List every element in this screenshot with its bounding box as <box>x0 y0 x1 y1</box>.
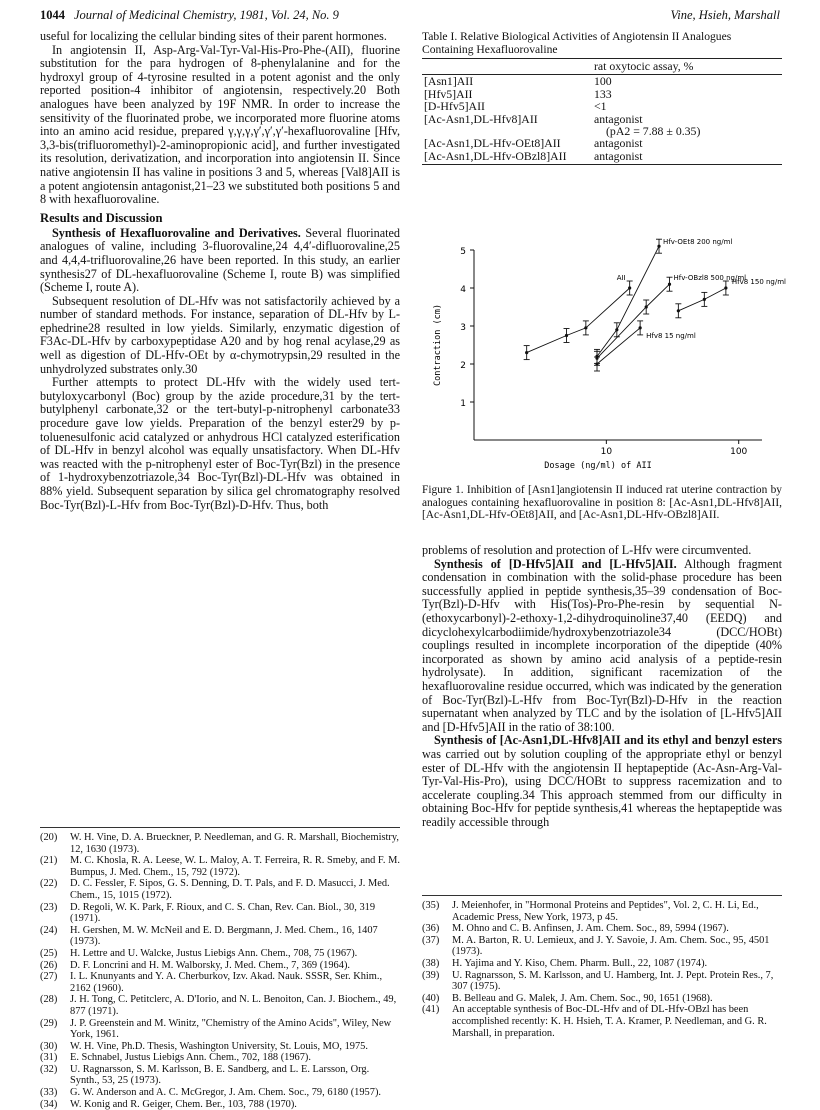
reference-text: E. Schnabel, Justus Liebigs Ann. Chem., 702, 188 (1967). <box>70 1052 311 1064</box>
reference-item <box>422 970 782 993</box>
reference-item <box>40 1064 400 1087</box>
reference-item <box>422 993 782 1005</box>
reference-text: I. L. Knunyants and Y. A. Cherburkov, Izv. Akad. Nauk. SSSR, Ser. Khim., 2162 (1960). <box>70 971 383 994</box>
reference-item <box>40 855 400 878</box>
y-tick-label: 2 <box>460 361 466 371</box>
reference-number: (32) <box>40 1063 58 1075</box>
paragraph <box>422 558 782 735</box>
reference-item <box>40 960 400 972</box>
table-row <box>422 150 782 165</box>
reference-text: G. W. Anderson and A. C. McGregor, J. Am. Chem. Soc., 79, 6180 (1957). <box>70 1087 381 1099</box>
reference-number: (23) <box>40 901 58 913</box>
reference-item <box>40 1018 400 1041</box>
reference-number: (29) <box>40 1017 58 1029</box>
analogue-name: [D-Hfv5]AII <box>424 99 485 114</box>
data-point <box>565 334 568 337</box>
table-row <box>422 75 782 88</box>
page-number: 1044 <box>40 8 65 22</box>
assay-value: (pA2 = 7.88 ± 0.35) <box>606 124 701 139</box>
reference-item <box>40 948 400 960</box>
reference-number: (25) <box>40 947 58 959</box>
table-block <box>422 30 782 165</box>
reference-text: H. Lettre and U. Walcke, Justus Liebigs Ann. Chem., 708, 75 (1967). <box>70 947 358 959</box>
reference-text: D. Regoli, W. K. Park, F. Rioux, and C. S. Chan, Rev. Can. Biol., 30, 319 (1971). <box>70 901 376 925</box>
series-label: Hfv8 15 ng/ml <box>646 331 696 340</box>
reference-item <box>40 925 400 948</box>
reference-number: (21) <box>40 855 58 867</box>
figure-caption: Figure 1. Inhibition of [Asn1]angiotensin II induced rat uterine contraction by analogues containing hexafluorovaline in position 8: [Ac-Asn1,DL-Hfv8]AII, [Ac-Asn1,DL-Hfv-OEt8]AII, and [Ac-Asn1,DL-Hfv-OBzl8]AII. <box>422 484 782 522</box>
table-body <box>422 75 782 165</box>
reference-text: D. F. Loncrini and H. M. Walborsky, J. Med. Chem., 7, 369 (1964). <box>70 959 351 971</box>
series-label: AII <box>616 274 626 282</box>
reference-number: (39) <box>422 969 440 981</box>
subsection-heading: Synthesis of [Ac-Asn1,DL-Hfv8]AII and its ethyl and benzyl esters <box>434 733 782 748</box>
table-header-empty <box>422 59 592 75</box>
reference-text: W. Konig and R. Geiger, Chem. Ber., 103, 788 (1970). <box>70 1098 297 1110</box>
reference-number: (35) <box>422 900 440 911</box>
data-point <box>584 326 587 329</box>
paragraph: problems of resolution and protection of L-Hfv were circumvented. <box>422 543 752 557</box>
reference-text: U. Ragnarsson, S. M. Karlsson, and U. Hamberg, Int. J. Pept. Protein Res., 7, 307 (1975). <box>452 969 774 993</box>
reference-text: J. H. Tong, C. Petitclerc, A. D'Iorio, and N. L. Benoiton, Can. J. Biochem., 49, 877 (1971). <box>70 994 397 1017</box>
reference-number: (40) <box>422 992 440 1004</box>
x-axis-label: Dosage (ng/ml) of AII <box>544 461 652 471</box>
right-column-text <box>422 544 782 829</box>
reference-text: M. C. Khosla, R. A. Leese, W. L. Maloy, A. T. Ferreira, R. R. Smeby, and F. M. Bumpus, J. Med. Chem., 15, 792 (1972). <box>70 855 400 878</box>
activity-table <box>422 58 782 165</box>
reference-text: H. Gershen, M. W. McNeil and E. D. Bergmann, J. Med. Chem., 16, 1407 (1973). <box>70 924 378 948</box>
table-row <box>422 137 782 149</box>
paragraph: In angiotensin II, Asp-Arg-Val-Tyr-Val-His-Pro-Phe-(AII), fluorine substitution for the para hydrogen of 8-phenylalanine and for the hydroxyl group of 4-tyrosine resulted in a potent agonist and the only reported position-4 inhibitor of angiotensin, respectively.20 Both analogues have been analyzed by 19F NMR. In order to increase the sensitivity of the fluorinated probe, we incorporated more fluorine atoms into an amino acid residue, prepared γ,γ,γ,γ′,γ′,γ′-hexafluorovaline [Hfv, 3,3-bis(trifluoromethyl)-2-aminopropionic acid], and further investigated its resolution, derivatization, and incorporation into angiotensin II. Since native angiotensin II has valine in positions 3 and 5, whereas [Val8]AII is a potent angiotensin antagonist,21–23 we substituted both positions 5 and 8 with hexafluorovaline. <box>40 42 400 207</box>
reference-item <box>40 832 400 855</box>
data-point <box>668 283 671 286</box>
table-column-header: rat oxytocic assay, % <box>592 59 782 75</box>
reference-item <box>422 923 782 935</box>
analogue-name: [Hfv5]AII <box>424 86 473 101</box>
reference-number: (31) <box>40 1052 58 1064</box>
paragraph: Further attempts to protect DL-Hfv with the widely used tert-butyloxycarbonyl (Boc) group by the azide procedure,31 by the tert-butylphenyl carbonate,32 or the tert-butyl-p-nitrophenyl carbonate33 procedure gave low yields. Preparation of the benzyl ester29 by p-toluenesulfonic acid catalyzed or anhydrous HCl catalyzed esterification of DL-Hfv in benzyl alcohol was equally unsatisfactory. When DL-Hfv was reacted with the p-nitrophenyl ester of Boc-Tyr(Bzl) in the presence of 1-hydroxybenzotriazole,34 Boc-Tyr(Bzl)-DL-Hfv was obtained in 88% yield. Subsequent separation by silica gel chromatography resolved Boc-Tyr(Bzl)-L-Hfv from Boc-Tyr(Bzl)-D-Hfv. Thus, both <box>40 375 400 512</box>
reference-text: B. Belleau and G. Malek, J. Am. Chem. Soc., 90, 1651 (1968). <box>452 992 713 1004</box>
data-point <box>595 362 598 365</box>
reference-number: (30) <box>40 1040 58 1052</box>
reference-number: (36) <box>422 923 440 935</box>
footnote-references-right <box>422 895 782 1039</box>
data-point <box>615 328 618 331</box>
table-row <box>422 100 782 112</box>
paragraph-text: was carried out by solution coupling of the appropriate ethyl or benzyl ester of DL-Hfv with the angiotensin II heptapeptide (Ac-Asn-Arg-Val-Tyr-Val-His-Pro), using DCC/HOBt to suppress racemization and to accelerate coupling.34 This approach stemmed from our difficulty in obtaining Boc-Hfv for peptide synthesis,41 whereas the heptapeptide was readily accessible through <box>422 746 782 829</box>
reference-number: (28) <box>40 994 58 1006</box>
data-point <box>639 326 642 329</box>
reference-text: U. Ragnarsson, S. M. Karlsson, B. E. Sandberg, and L. E. Larsson, Org. Synth., 53, 25 (1973). <box>70 1063 370 1087</box>
reference-item <box>40 1052 400 1064</box>
reference-item <box>40 994 400 1017</box>
data-point <box>628 286 631 289</box>
table-row <box>422 113 782 125</box>
reference-number: (37) <box>422 934 440 946</box>
assay-value: 133 <box>594 86 612 101</box>
table-header-row <box>422 59 782 75</box>
y-tick-label: 1 <box>460 399 466 409</box>
reference-number: (20) <box>40 832 58 843</box>
paragraph: useful for localizing the cellular binding sites of their parent hormones. <box>40 29 387 43</box>
reference-item <box>40 878 400 901</box>
paragraph-text: Several fluorinated analogues of valine, including 3-fluorovaline,24 4,4′-difluorovaline,25 and 4,4,4-trifluorovaline,26 have been reported. In this study, an earlier synthesis27 of DL-hexafluorovaline (Scheme I, route B) was simplified (Scheme I, route A). <box>40 225 400 295</box>
assay-value: 100 <box>594 74 612 89</box>
series-line <box>597 284 670 358</box>
reference-item <box>40 971 400 994</box>
reference-text: M. A. Barton, R. U. Lemieux, and J. Y. Savoie, J. Am. Chem. Soc., 95, 4501 (1973). <box>452 934 770 958</box>
subsection-heading: Synthesis of [D-Hfv5]AII and [L-Hfv5]AII. <box>434 556 677 571</box>
data-point <box>703 298 706 301</box>
reference-item <box>422 958 782 970</box>
section-heading: Results and Discussion <box>40 210 163 225</box>
series-label: Hfv-OBzl8 500 ng/ml <box>673 274 747 283</box>
assay-value: antagonist <box>592 150 782 165</box>
paragraph-text: Although fragment condensation in combination with the solid-phase procedure has been successfully applied in peptide synthesis,35–39 condensation of Boc-Tyr(Bzl)-D-Hfv with His(Tos)-Pro-Phe-resin by sequential N-(ethoxycarbonyl)-2-ethoxy-1,2-dihydroquinoline37,40 (EEDQ) and dicyclohexylcarbodiimide/hydroxybenzotriazole34 (DCC/HOBt) couplings resulted in incomplete incorporation of the dipeptide (40% incorporated as shown by amino acid analysis of a peptide-resin hydrolysate). In addition, significant racemization of the hexafluorovaline residue occurred, which was indicated by the generation of Boc-Tyr(Bzl)-L-Hfv from Boc-Tyr(Bzl)-D-Hfv in the reaction supernatant when analyzed by TLC and by the isolation of [L-Hfv5]AII and [D-Hfv5]AII in the ratio of 38:100. <box>422 556 782 734</box>
data-point <box>525 351 528 354</box>
paragraph: Subsequent resolution of DL-Hfv was not satisfactorily achieved by a number of standard methods. For instance, separation of DL-Hfv by L-ephedrine28 resulted in low yields. Similarly, enzymatic digestion of F3Ac-DL-Hfv by carboxypeptidase A20 and by hog renal acylase,29 as well as digestion of DL-Hfv-OEt by α-chymotrypsin,29 resulted in the unhydrolyzed substrates only.30 <box>40 293 400 376</box>
reference-item <box>40 1041 400 1053</box>
reference-item <box>422 900 782 923</box>
left-column <box>40 30 400 512</box>
y-tick-label: 4 <box>460 285 466 295</box>
analogue-name: [Asn1]AII <box>424 74 474 89</box>
x-tick-label: 100 <box>730 447 748 457</box>
reference-text: J. P. Greenstein and M. Winitz, "Chemistry of the Amino Acids", Wiley, New York, 1961. <box>70 1017 392 1041</box>
series-line <box>678 288 726 311</box>
reference-item <box>422 935 782 958</box>
figure-1-chart <box>422 238 787 480</box>
data-point <box>677 309 680 312</box>
reference-text: H. Yajima and Y. Kiso, Chem. Pharm. Bull., 22, 1087 (1974). <box>452 957 708 969</box>
assay-value: antagonist <box>594 136 643 151</box>
journal-citation: Journal of Medicinal Chemistry, 1981, Vol. 24, No. 9 <box>74 8 339 22</box>
reference-number: (22) <box>40 878 58 890</box>
series-line <box>527 288 630 353</box>
reference-item <box>40 1087 400 1099</box>
paragraph <box>40 227 400 295</box>
x-tick-label: 10 <box>600 447 613 457</box>
reference-text: M. Ohno and C. B. Anfinsen, J. Am. Chem. Soc., 89, 5994 (1967). <box>452 923 729 935</box>
y-tick-label: 5 <box>460 247 466 257</box>
data-point <box>657 245 660 248</box>
reference-number: (34) <box>40 1098 58 1110</box>
reference-number: (26) <box>40 959 58 971</box>
analogue-name: [Ac-Asn1,DL-Hfv8]AII <box>424 111 538 126</box>
y-tick-label: 3 <box>460 323 466 333</box>
reference-item <box>40 1099 400 1110</box>
reference-text: D. C. Fessler, F. Sipos, G. S. Denning, D. T. Pals, and F. D. Masucci, J. Med. Chem., 15, 1015 (1972). <box>70 878 390 901</box>
analogue-name: [Ac-Asn1,DL-Hfv-OEt8]AII <box>424 136 561 151</box>
series-line <box>597 328 640 364</box>
assay-value: <1 <box>594 99 607 114</box>
reference-text: An acceptable synthesis of Boc-DL-Hfv and of DL-Hfv-OBzl has been accomplished recently: K. H. Hsieh, T. A. Kramer, P. Needleman, and G. R. Marshall, in preparation. <box>452 1004 767 1039</box>
running-header <box>40 8 780 26</box>
paragraph <box>422 734 782 829</box>
table-caption: Table I. Relative Biological Activities of Angiotensin II Analogues Containing Hexafluorovaline <box>422 30 732 56</box>
reference-number: (38) <box>422 957 440 969</box>
reference-number: (24) <box>40 924 58 936</box>
assay-value: antagonist <box>594 111 643 126</box>
data-point <box>724 286 727 289</box>
reference-text: J. Meienhofer, in "Hormonal Proteins and Peptides", Vol. 2, C. H. Li, Ed., Academic Press, New York, 1973, p 45. <box>452 900 759 923</box>
series-label: Hfv-OEt8 200 ng/ml <box>663 238 733 247</box>
reference-text: W. H. Vine, Ph.D. Thesis, Washington University, St. Louis, MO, 1975. <box>70 1040 368 1052</box>
subsection-heading: Synthesis of Hexafluorovaline and Derivatives. <box>52 225 301 240</box>
reference-number: (27) <box>40 971 58 983</box>
reference-item <box>422 1004 782 1039</box>
running-authors: Vine, Hsieh, Marshall <box>670 8 780 22</box>
series-label: Hfv8 150 ng/ml <box>731 278 787 286</box>
analogue-name: [Ac-Asn1,DL-Hfv-OBzl8]AII <box>422 150 592 165</box>
y-axis-label: Contraction (cm) <box>433 304 443 386</box>
data-point <box>645 305 648 308</box>
reference-number: (33) <box>40 1087 58 1099</box>
reference-item <box>40 902 400 925</box>
footnote-references-left <box>40 827 400 1110</box>
reference-number: (41) <box>422 1004 440 1016</box>
reference-text: W. H. Vine, D. A. Brueckner, P. Needleman, and G. R. Marshall, Biochemistry, 12, 1630 (1973). <box>70 832 399 855</box>
